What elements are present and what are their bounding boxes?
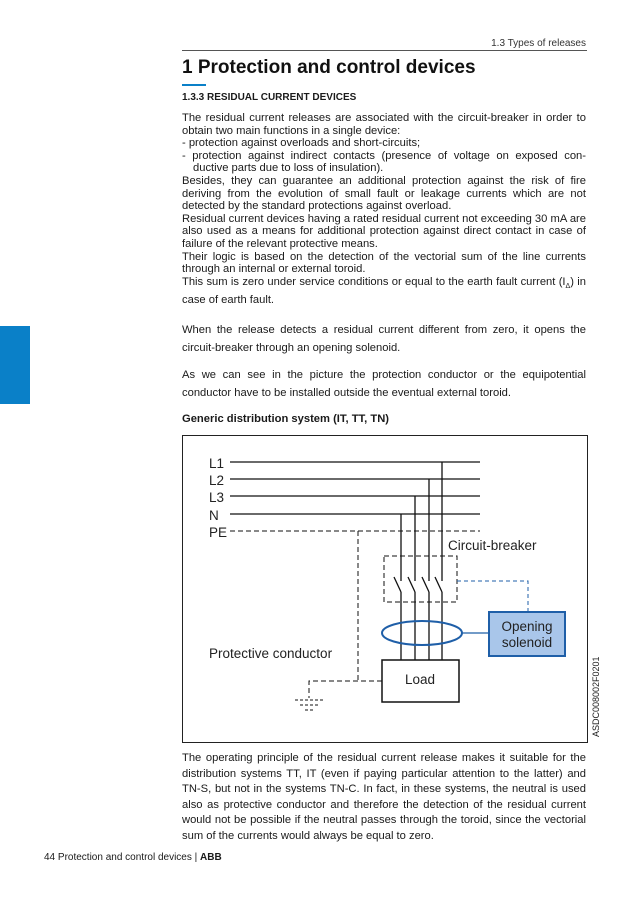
subsection-title: 1.3.3 RESIDUAL CURRENT DEVICES xyxy=(182,92,357,103)
running-header: 1.3 Types of releases xyxy=(491,38,586,49)
picture-paragraph: As we can see in the picture the protection conductor or the equipotential conductor have to be installed outside the eventual external toroid. xyxy=(182,369,586,399)
circuit-breaker-label: Circuit-breaker xyxy=(448,538,537,553)
figure-code: ASDC008002F0201 xyxy=(591,656,601,737)
bullet-indirect-contacts: - protection against indirect contacts (presence of voltage on exposed con- ductive parts due to loss of insulation). xyxy=(182,149,586,175)
protective-conductor-label: Protective conductor xyxy=(209,646,333,661)
release-paragraph: When the release detects a residual current different from zero, it opens the circuit-breaker through an opening solenoid. xyxy=(182,324,586,354)
label-pe: PE xyxy=(209,525,228,540)
label-n: N xyxy=(209,508,219,523)
bullet-overload: - protection against overloads and short-circuits; xyxy=(182,137,421,150)
distribution-diagram xyxy=(182,435,601,743)
page-number: 44 xyxy=(44,852,56,863)
intro-lead: The residual current releases are associated with the circuit-breaker in order to obtain two main functions in a single device: xyxy=(182,112,586,137)
intro-text xyxy=(182,112,586,306)
earth-fault-text-a: This sum is zero under service conditions or equal to the earth fault current (I xyxy=(182,275,566,288)
footer-brand: ABB xyxy=(200,852,222,863)
label-l3: L3 xyxy=(209,490,225,505)
intro-earth-fault xyxy=(182,276,586,306)
label-l1: L1 xyxy=(209,456,225,471)
figure-caption: Generic distribution system (IT, TT, TN) xyxy=(182,413,389,425)
intro-30ma: Residual current devices having a rated residual current not exceeding 30 mA are also used as a means for additional protection against direct contact in case of failure of the relevant protective means. xyxy=(182,212,586,250)
load-label: Load xyxy=(404,672,436,687)
intro-fire-protection: Besides, they can guarantee an additional protection against the risk of fire deriving from the evolution of small fault or leakage currents which are not detected by the standard protections against overload. xyxy=(182,174,586,213)
solenoid-label-line1: Opening xyxy=(501,619,553,634)
header-rule xyxy=(182,50,587,51)
footer-title: Protection and control devices xyxy=(57,852,192,863)
label-l2: L2 xyxy=(209,473,225,488)
earth-fault-text-b: ) in case of earth fault. xyxy=(182,275,586,306)
delta-subscript: Δ xyxy=(565,282,571,290)
principle-paragraph: The operating principle of the residual current release makes it suitable for the distribution systems TT, IT (even if paying particular attention to the latter) and TN-S, but not in the systems TN-C. In fact, in these systems, the neutral is used also as protective conductor and therefore the detection of the residual current would not be possible if the neutral passes through the toroid, since the vectorial sum of the currents would always be equal to zero. xyxy=(182,752,586,842)
title-accent-bar xyxy=(182,84,206,86)
intro-logic: Their logic is based on the detection of the vectorial sum of the line currents through an internal or external toroid. xyxy=(182,250,586,276)
solenoid-label-line2: solenoid xyxy=(501,635,553,650)
page-footer xyxy=(44,852,222,863)
side-tab-marker xyxy=(0,326,30,404)
footer-separator: | xyxy=(194,852,198,863)
chapter-title: 1 Protection and control devices xyxy=(182,57,476,78)
